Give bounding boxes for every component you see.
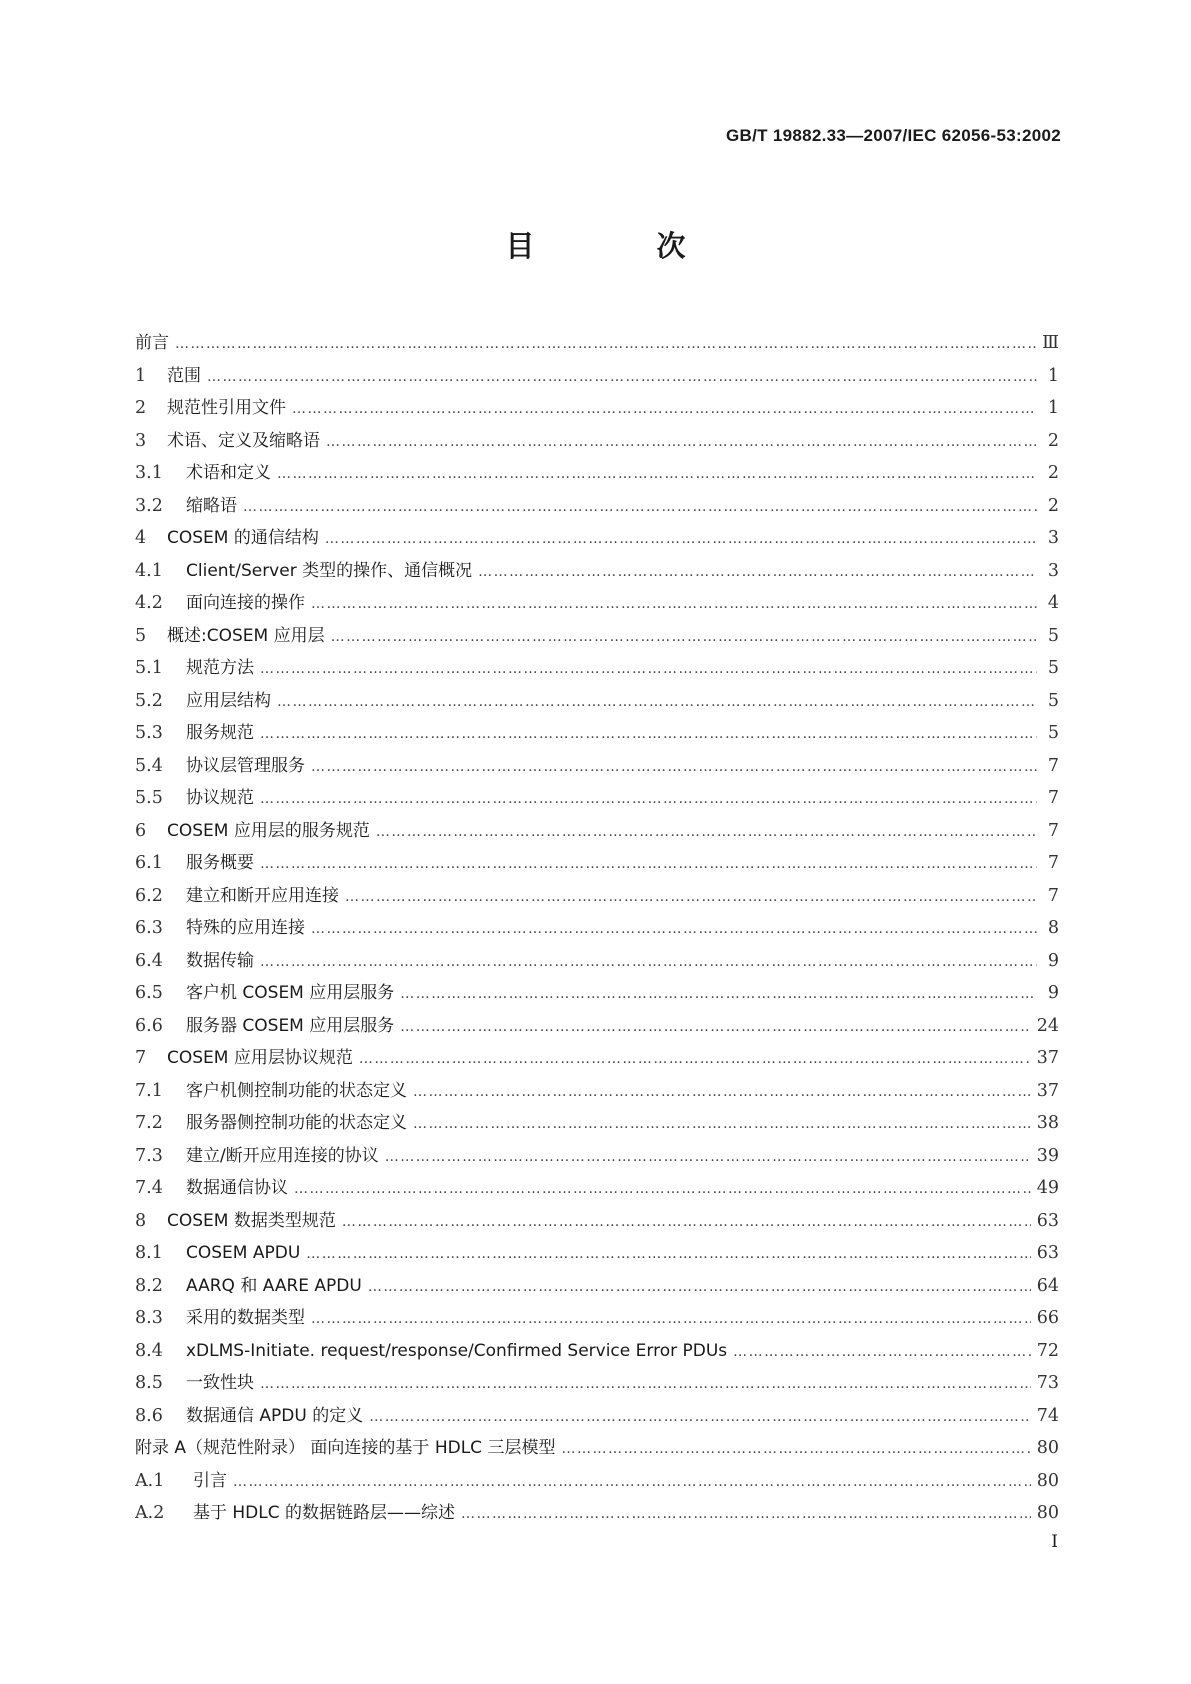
- toc-entry-number: 2: [135, 398, 147, 418]
- toc-entry-title: 数据通信 APDU 的定义: [186, 1405, 364, 1426]
- toc-entry-page: 9: [1047, 950, 1059, 971]
- toc-leader-dots: [311, 913, 1037, 945]
- toc-entry-number: 7.4: [135, 1178, 163, 1198]
- toc-entry-title: COSEM 的通信结构: [167, 528, 319, 548]
- toc-leader-dots: [306, 1238, 1030, 1270]
- footer-page-number: I: [1051, 1532, 1058, 1552]
- toc-entry-number: 5.2: [135, 690, 163, 711]
- toc-entry-page: 9: [1047, 983, 1059, 1003]
- toc-entry[interactable]: [135, 425, 1059, 458]
- toc-entry-number: 6.3: [135, 918, 163, 938]
- toc-entry-title: 规范方法: [186, 658, 254, 678]
- toc-entry-page: 7: [1047, 820, 1059, 841]
- toc-leader-dots: [413, 1108, 1031, 1140]
- toc-entry[interactable]: [135, 1042, 1059, 1075]
- toc-entry-title: 建立/断开应用连接的协议: [186, 1145, 379, 1166]
- toc-entry-title: 数据传输: [186, 950, 254, 971]
- toc-entry-number: 7.1: [135, 1080, 163, 1101]
- toc-entry-page: 49: [1036, 1178, 1059, 1198]
- toc-leader-dots: [260, 653, 1037, 685]
- toc-entry-title: 附录 A（规范性附录） 面向连接的基于 HDLC 三层模型: [135, 1438, 556, 1458]
- toc-entry-page: 63: [1036, 1243, 1059, 1263]
- toc-entry-number: A.2: [135, 1503, 165, 1523]
- toc-entry-number: 5.4: [135, 755, 163, 776]
- toc-entry-title: 特殊的应用连接: [186, 918, 305, 938]
- toc-entry-page: 5: [1047, 723, 1059, 743]
- toc-leader-dots: [385, 1141, 1031, 1173]
- toc-entry-number: 8.6: [135, 1405, 163, 1426]
- toc-entry[interactable]: [135, 1172, 1059, 1205]
- toc-leader-dots: [260, 848, 1037, 880]
- toc-entry-page: 80: [1036, 1438, 1059, 1458]
- toc-entry-number: 8.4: [135, 1340, 163, 1361]
- toc-leader-dots: [207, 361, 1037, 393]
- toc-entry-number: 5: [135, 625, 147, 646]
- toc-entry-page: 39: [1036, 1145, 1059, 1166]
- toc-entry-page: 4: [1047, 593, 1059, 613]
- toc-leader-dots: [369, 1401, 1030, 1433]
- toc-entry-number: 6.1: [135, 853, 163, 873]
- toc-entry[interactable]: [135, 847, 1059, 880]
- toc-entry-title: Client/Server 类型的操作、通信概况: [186, 560, 473, 581]
- toc-entry-page: 2: [1047, 430, 1059, 451]
- toc-entry-number: A.1: [135, 1470, 165, 1491]
- toc-entry-title: 术语和定义: [186, 463, 271, 483]
- toc-leader-dots: [292, 393, 1037, 425]
- toc-entry-title: 服务概要: [186, 853, 254, 873]
- toc-entry-page: 5: [1047, 625, 1059, 646]
- toc-entry-number: 4.1: [135, 560, 163, 581]
- toc-entry[interactable]: [135, 457, 1059, 490]
- toc-entry-number: 3: [135, 430, 147, 451]
- toc-entry-title: COSEM 数据类型规范: [167, 1210, 336, 1231]
- toc-entry-number: 8.1: [135, 1243, 163, 1263]
- toc-entry-number: 1: [135, 365, 147, 386]
- toc-leader-dots: [260, 1368, 1031, 1400]
- toc-entry[interactable]: [135, 1497, 1059, 1530]
- toc-entry-number: 8.3: [135, 1308, 163, 1328]
- toc-leader-dots: [478, 556, 1037, 588]
- toc-entry[interactable]: [135, 327, 1059, 360]
- toc-entry-number: 6: [135, 820, 147, 841]
- toc-entry-page: 37: [1036, 1048, 1059, 1068]
- toc-leader-dots: [175, 328, 1036, 360]
- table-of-contents: [135, 327, 1059, 1530]
- toc-leader-dots: [400, 978, 1037, 1010]
- toc-entry-page: 7: [1047, 885, 1059, 906]
- toc-entry-title: 数据通信协议: [186, 1178, 288, 1198]
- toc-leader-dots: [243, 491, 1037, 523]
- toc-leader-dots: [376, 816, 1037, 848]
- toc-entry-number: 4: [135, 528, 147, 548]
- toc-entry-number: 7: [135, 1048, 147, 1068]
- toc-entry-page: 1: [1047, 398, 1059, 418]
- toc-entry-title: 客户机侧控制功能的状态定义: [186, 1080, 407, 1101]
- toc-entry-page: 8: [1047, 918, 1059, 938]
- toc-entry-page: 5: [1047, 690, 1059, 711]
- toc-entry[interactable]: [135, 1400, 1059, 1433]
- toc-leader-dots: [461, 1498, 1031, 1530]
- toc-entry-page: 73: [1036, 1373, 1059, 1393]
- toc-entry-page: 64: [1036, 1275, 1059, 1296]
- toc-entry[interactable]: [135, 1465, 1059, 1498]
- toc-entry-title: 概述:COSEM 应用层: [167, 625, 325, 646]
- document-code: GB/T 19882.33—2007/IEC 62056-53:2002: [726, 126, 1061, 145]
- page-title: 目 次: [505, 229, 742, 263]
- toc-entry-page: 66: [1036, 1308, 1059, 1328]
- toc-entry[interactable]: [135, 1140, 1059, 1173]
- toc-leader-dots: [260, 783, 1037, 815]
- toc-entry-title: COSEM 应用层的服务规范: [167, 820, 370, 841]
- toc-entry-number: 4.2: [135, 593, 163, 613]
- toc-entry[interactable]: [135, 490, 1059, 523]
- toc-entry-number: 6.5: [135, 983, 163, 1003]
- toc-entry-page: 37: [1036, 1080, 1059, 1101]
- toc-leader-dots: [233, 1466, 1031, 1498]
- toc-leader-dots: [325, 523, 1037, 555]
- toc-leader-dots: [331, 621, 1037, 653]
- toc-entry-title: 范围: [167, 365, 201, 386]
- toc-entry-title: AARQ 和 AARE APDU: [186, 1275, 362, 1296]
- toc-entry[interactable]: [135, 587, 1059, 620]
- toc-entry[interactable]: [135, 782, 1059, 815]
- toc-leader-dots: [311, 588, 1037, 620]
- toc-leader-dots: [260, 946, 1037, 978]
- toc-entry[interactable]: [135, 1075, 1059, 1108]
- toc-entry[interactable]: [135, 1107, 1059, 1140]
- toc-entry-number: 3.2: [135, 495, 163, 516]
- toc-entry-title: 服务规范: [186, 723, 254, 743]
- toc-entry[interactable]: [135, 945, 1059, 978]
- toc-entry-title: 术语、定义及缩略语: [167, 430, 320, 451]
- toc-entry-title: 基于 HDLC 的数据链路层——综述: [193, 1503, 456, 1523]
- toc-entry-number: 6.4: [135, 950, 163, 971]
- toc-entry-title: COSEM APDU: [186, 1243, 301, 1263]
- toc-entry-page: 7: [1047, 788, 1059, 808]
- toc-entry-title: 前言: [135, 333, 169, 353]
- toc-entry-page: 38: [1036, 1113, 1059, 1133]
- toc-entry-title: COSEM 应用层协议规范: [167, 1048, 353, 1068]
- toc-entry-page: 74: [1036, 1405, 1059, 1426]
- toc-entry[interactable]: [135, 1205, 1059, 1238]
- toc-entry-number: 8: [135, 1210, 147, 1231]
- toc-entry-number: 5.3: [135, 723, 163, 743]
- toc-entry-page: 72: [1036, 1340, 1059, 1361]
- toc-leader-dots: [368, 1271, 1031, 1303]
- toc-entry-title: 采用的数据类型: [186, 1308, 305, 1328]
- toc-entry[interactable]: [135, 880, 1059, 913]
- toc-entry-title: xDLMS-Initiate. request/response/Confirmed Service Error PDUs: [186, 1340, 728, 1361]
- toc-entry-page: 7: [1047, 853, 1059, 873]
- toc-entry-title: 服务器 COSEM 应用层服务: [186, 1015, 395, 1036]
- toc-leader-dots: [311, 1303, 1031, 1335]
- toc-entry[interactable]: [135, 1270, 1059, 1303]
- toc-leader-dots: [277, 458, 1037, 490]
- toc-entry-title: 协议规范: [186, 788, 254, 808]
- toc-leader-dots: [733, 1336, 1031, 1368]
- toc-entry-number: 7.2: [135, 1113, 163, 1133]
- toc-entry-page: 63: [1036, 1210, 1059, 1231]
- toc-entry[interactable]: [135, 685, 1059, 718]
- toc-leader-dots: [260, 718, 1037, 750]
- toc-entry-page: 1: [1047, 365, 1059, 386]
- toc-entry-page: 2: [1047, 463, 1059, 483]
- toc-entry-title: 规范性引用文件: [167, 398, 286, 418]
- toc-entry-title: 客户机 COSEM 应用层服务: [186, 983, 395, 1003]
- toc-entry-title: 协议层管理服务: [186, 755, 305, 776]
- toc-entry-page: 3: [1047, 528, 1059, 548]
- toc-entry-title: 服务器侧控制功能的状态定义: [186, 1113, 407, 1133]
- toc-entry[interactable]: [135, 815, 1059, 848]
- toc-entry-number: 7.3: [135, 1145, 163, 1166]
- toc-entry-number: 6.2: [135, 885, 163, 906]
- toc-entry-title: 一致性块: [186, 1373, 254, 1393]
- toc-leader-dots: [294, 1173, 1031, 1205]
- toc-entry[interactable]: [135, 1432, 1059, 1465]
- toc-entry[interactable]: [135, 717, 1059, 750]
- toc-leader-dots: [277, 686, 1037, 718]
- toc-entry-number: 5.5: [135, 788, 163, 808]
- toc-entry-number: 5.1: [135, 658, 163, 678]
- toc-entry-page: 80: [1036, 1470, 1059, 1491]
- toc-entry-page: Ⅲ: [1042, 333, 1059, 353]
- toc-entry-number: 8.2: [135, 1275, 163, 1296]
- toc-leader-dots: [342, 1206, 1031, 1238]
- toc-leader-dots: [359, 1043, 1031, 1075]
- toc-entry[interactable]: [135, 555, 1059, 588]
- toc-entry-title: 面向连接的操作: [186, 593, 305, 613]
- toc-entry[interactable]: [135, 620, 1059, 653]
- toc-entry-page: 5: [1047, 658, 1059, 678]
- toc-entry-title: 应用层结构: [186, 690, 271, 711]
- toc-entry-number: 6.6: [135, 1015, 163, 1036]
- toc-entry-title: 缩略语: [186, 495, 237, 516]
- toc-entry-title: 引言: [193, 1470, 227, 1491]
- toc-entry[interactable]: [135, 392, 1059, 425]
- toc-leader-dots: [400, 1011, 1030, 1043]
- toc-entry-number: 3.1: [135, 463, 163, 483]
- toc-entry[interactable]: [135, 652, 1059, 685]
- toc-entry[interactable]: [135, 1010, 1059, 1043]
- toc-entry[interactable]: [135, 522, 1059, 555]
- toc-entry[interactable]: [135, 1335, 1059, 1368]
- toc-entry[interactable]: [135, 1302, 1059, 1335]
- toc-leader-dots: [311, 751, 1037, 783]
- toc-entry-page: 7: [1047, 755, 1059, 776]
- toc-leader-dots: [413, 1076, 1031, 1108]
- toc-leader-dots: [561, 1433, 1030, 1465]
- toc-entry[interactable]: [135, 1367, 1059, 1400]
- toc-entry[interactable]: [135, 1237, 1059, 1270]
- toc-entry[interactable]: [135, 912, 1059, 945]
- toc-entry[interactable]: [135, 977, 1059, 1010]
- toc-entry-number: 8.5: [135, 1373, 163, 1393]
- toc-leader-dots: [326, 426, 1037, 458]
- toc-entry-page: 3: [1047, 560, 1059, 581]
- toc-entry-page: 24: [1036, 1015, 1059, 1036]
- toc-entry[interactable]: [135, 360, 1059, 393]
- toc-entry-page: 80: [1036, 1503, 1059, 1523]
- toc-leader-dots: [345, 881, 1037, 913]
- toc-entry[interactable]: [135, 750, 1059, 783]
- toc-entry-title: 建立和断开应用连接: [186, 885, 339, 906]
- toc-entry-page: 2: [1047, 495, 1059, 516]
